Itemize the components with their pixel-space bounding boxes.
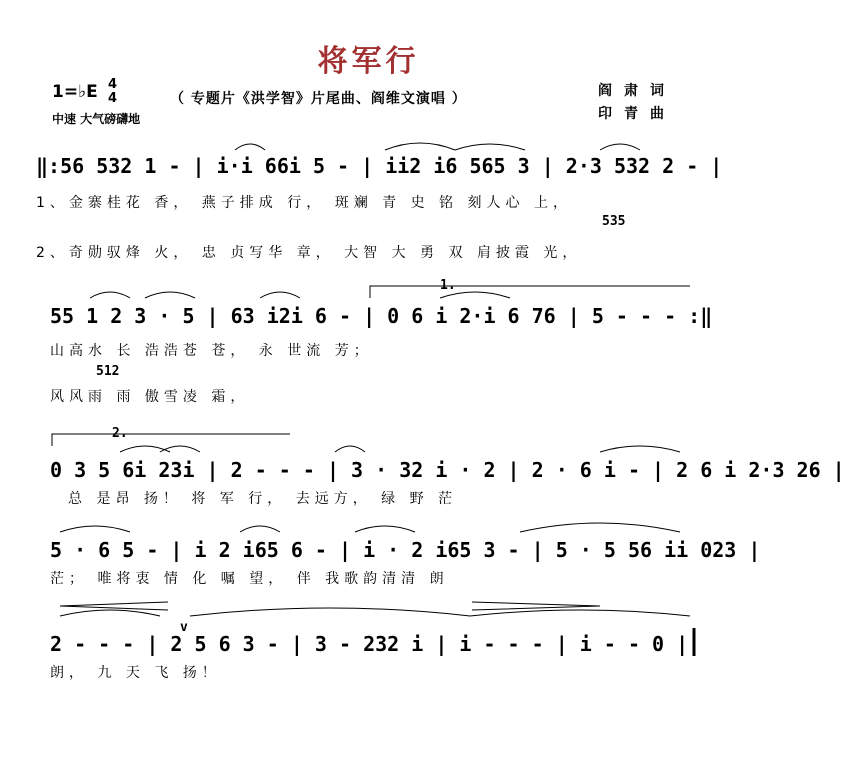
lyrics-row-3: 总 是昂 扬！ 将 军 行， 去远方， 绿 野 茫 (68, 491, 458, 507)
breath-mark: v (180, 620, 188, 635)
variant-notes-535: 535 (602, 214, 626, 229)
lyrics-row-1-verse-2: 2、奇勋驭烽 火， 忠 贞写华 章， 大智 大 勇 双 肩披霞 光， (36, 245, 582, 261)
slur (600, 144, 640, 150)
slur (240, 526, 280, 532)
slur (355, 526, 415, 532)
notation-row-1: ‖:56 532 1 - | i·i 66i 5 - | ii2 i6 565 3 | 2·3 532 2 - | (36, 154, 723, 178)
slur (90, 292, 130, 298)
meter-bottom: 4 (108, 91, 118, 106)
slur (120, 446, 170, 452)
notation-row-2: 55 1 2 3 · 5 | 63 i2i 6 - | 0 6 i 2·i 6 76 | 5 - - - :‖ (50, 304, 713, 328)
key-signature: 1=♭E (52, 82, 98, 102)
slur (520, 523, 680, 532)
slur (600, 446, 680, 452)
volta-2-bracket (52, 434, 290, 446)
time-signature (108, 78, 117, 106)
tempo-marking: 中速 大气磅礴地 (52, 112, 141, 126)
slur (260, 292, 300, 298)
slur (235, 144, 265, 150)
slur (60, 526, 130, 532)
subtitle: （ 专题片《洪学智》片尾曲、阎维文演唱 ） (170, 91, 467, 107)
variant-notes-512: 512 (96, 364, 120, 379)
notation-row-4: 5 · 6 5 - | i 2 i65 6 - | i · 2 i65 3 - | 5 · 5 56 ii 023 | (50, 538, 761, 562)
slur (190, 608, 470, 616)
slur (145, 292, 195, 298)
lyricist-credit: 阎肃词 (598, 83, 676, 99)
lyrics-row-2-verse-2: 风风雨 雨 傲雪凌 霜， (50, 389, 250, 405)
slur (385, 143, 455, 150)
meter-top: 4 (108, 77, 118, 92)
notation-row-3: 0 3 5 6i 23i | 2 - - - | 3 · 32 i · 2 | 2 · 6 i - | 2 6 i 2·3 26 | (50, 458, 845, 482)
slur (335, 446, 365, 452)
decrescendo-hairpin (472, 602, 600, 610)
lyrics-row-5: 朗， 九 天 飞 扬！ (50, 665, 221, 681)
composer-credit: 印青曲 (598, 106, 676, 122)
slur (455, 144, 525, 150)
volta-2-label: 2. (112, 426, 128, 441)
lyrics-row-1-verse-1: 1、金寨桂花 香， 燕子排成 行， 斑斓 青 史 铭 刻人心 上， (36, 195, 572, 211)
slur (160, 446, 200, 452)
slur (470, 610, 690, 616)
lyrics-row-2-verse-1: 山高水 长 浩浩苍 苍， 永 世流 芳； (50, 343, 373, 359)
slur (60, 610, 160, 616)
volta-1-bracket (370, 286, 690, 298)
crescendo-hairpin (60, 602, 168, 610)
song-title: 将军行 (317, 44, 420, 79)
volta-1-label: 1. (440, 278, 456, 293)
notation-row-5: 2 - - - | 2 5 6 3 - | 3 - 232 i | i - - - | i - - 0 | (50, 632, 689, 656)
lyrics-row-4: 茫； 唯将衷 情 化 嘱 望， 伴 我歌韵清清 朗 (50, 571, 449, 587)
